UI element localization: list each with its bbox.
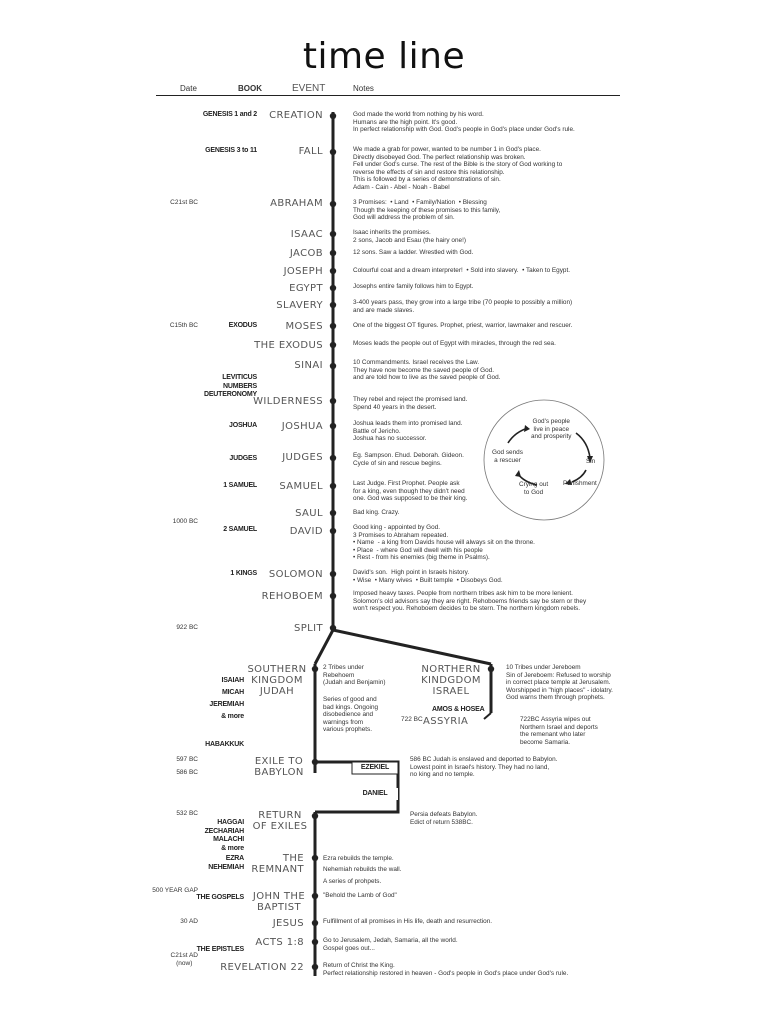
date-assyria: 722 BC	[401, 716, 423, 723]
event-return-exiles: RETURN OF EXILES	[252, 810, 308, 832]
event-southern-kingdom: SOUTHERN KINGDOM JUDAH	[247, 664, 307, 697]
notes-david: Good king - appointed by God. 3 Promises to Abraham repeated. • Name - a king from Davids house will always sit on the throne. • Place - where God will dwell with his people • Rest - from his enemies (big theme in Psalms).	[353, 524, 535, 562]
book-lev-num-deut: LEVITICUS NUMBERS DEUTERONOMY	[203, 374, 257, 398]
notes-abraham: 3 Promises: • Land • Family/Nation • Blessing Though the keeping of these promises to this family, God will address the problem of sin.	[353, 199, 501, 222]
book-the-epistles: THE EPISTLES	[196, 946, 244, 953]
book-1-samuel: 1 SAMUEL	[223, 482, 257, 489]
date-586bc: 586 BC	[176, 769, 198, 776]
event-acts: ACTS 1:8	[255, 937, 304, 948]
book-daniel: DANIEL	[362, 790, 388, 797]
notes-sinai: 10 Commandments. Israel receives the Law. They have now become the saved people of God. and are told how to live as the saved people of God.	[353, 359, 501, 382]
event-assyria: ASSYRIA	[423, 716, 469, 727]
event-samuel: SAMUEL	[279, 481, 323, 492]
date-c21st-ad: C21st AD (now)	[170, 952, 198, 967]
notes-saul: Bad king. Crazy.	[353, 509, 400, 516]
header-event: EVENT	[292, 83, 326, 94]
book-ezra-nehemiah: EZRA NEHEMIAH	[208, 855, 244, 871]
header-notes: Notes	[353, 84, 374, 93]
book-ezekiel: EZEKIEL	[360, 764, 390, 771]
book-joshua: JOSHUA	[229, 422, 257, 429]
date-moses: C15th BC	[169, 322, 198, 329]
notes-revelation: Return of Christ the King. Perfect relationship restored in heaven - God's people in God's place under God's rule.	[323, 962, 569, 977]
cycle-label-punishment: Punishment	[563, 480, 597, 487]
event-fall: FALL	[298, 146, 323, 157]
event-saul: SAUL	[295, 508, 323, 519]
event-revelation: REVELATION 22	[220, 962, 304, 973]
notes-assyria: 722BC Assyria wipes out Northern Israel and deports the remenant who later become Samaria.	[520, 716, 598, 746]
book-1-kings: 1 KINGS	[230, 570, 257, 577]
notes-acts: Go to Jerusalem, Jedah, Samaria, all the world. Gospel goes out...	[323, 937, 458, 952]
notes-exile: 586 BC Judah is enslaved and deported to Babylon. Lowest point in Israel's history. They had no land, no king and no temple.	[410, 756, 558, 779]
event-creation: CREATION	[269, 110, 323, 121]
event-the-remnant: THE REMNANT	[251, 853, 304, 875]
notes-john: "Behold the Lamb of God"	[323, 892, 397, 899]
notes-slavery: 3-400 years pass, they grow into a large tribe (70 people to possibly a million) and are made slaves.	[353, 299, 573, 314]
notes-return: Persia defeats Babylon. Edict of return 538BC.	[410, 811, 478, 826]
notes-samuel: Last Judge. First Prophet. People ask for a king, even though they didn't need one. God was supposed to be their king.	[353, 480, 468, 503]
event-northern-kingdom: NORTHERN KINDGDOM ISRAEL	[421, 664, 481, 697]
header-date: Date	[180, 84, 197, 93]
event-exile-babylon: EXILE TO BABYLON	[254, 756, 304, 778]
notes-rehoboem: Imposed heavy taxes. People from northern tribes ask him to be more lenient. Solomon's old advisors say they are right. Rehoboems friends say be stern or they won't respect you. Rehoboem decides to be stern. The northern kingdom rebels.	[353, 590, 587, 613]
event-split: SPLIT	[293, 623, 323, 634]
book-exodus: EXODUS	[228, 322, 257, 329]
event-sinai: SINAI	[294, 360, 323, 371]
event-john-baptist: JOHN THE BAPTIST	[252, 891, 306, 913]
event-slavery: SLAVERY	[276, 300, 323, 311]
notes-southern-tribes: 2 Tribes under Rebehoem (Judah and Benjamin)	[323, 664, 386, 687]
event-abraham: ABRAHAM	[270, 198, 323, 209]
event-joseph: JOSEPH	[283, 266, 323, 277]
notes-joshua: Joshua leads them into promised land. Battle of Jericho. Joshua has no successor.	[353, 420, 463, 443]
event-isaac: ISAAC	[290, 229, 323, 240]
page-title: time line	[302, 36, 466, 77]
event-egypt: EGYPT	[289, 283, 323, 294]
cycle-label-sin: Sin	[586, 458, 596, 465]
notes-remnant-temple: Ezra rebuilds the temple.	[323, 855, 394, 862]
notes-moses: One of the biggest OT figures. Prophet, priest, warrior, lawmaker and rescuer.	[353, 322, 573, 329]
event-jesus: JESUS	[272, 918, 304, 929]
event-jacob: JACOB	[289, 248, 323, 259]
date-david: 1000 BC	[172, 518, 198, 525]
event-rehoboem: REHOBOEM	[261, 591, 323, 602]
notes-isaac: Isaac inherits the promises. 2 sons, Jacob and Esau (the hairy one!)	[353, 229, 466, 244]
notes-creation: God made the world from nothing by his word. Humans are the high point. It's good. In perfect relationship with God. God's people in God's place under God's rule.	[353, 111, 575, 134]
date-500-year-gap: 500 YEAR GAP	[152, 887, 198, 894]
book-habakkuk: HABAKKUK	[205, 741, 244, 748]
notes-northern: 10 Tribes under Jereboem Sin of Jereboem: Refused to worship in correct place temple at Jerusalem. Worshipped in "high places" - idolatry. God warns them through prophets.	[506, 664, 613, 702]
date-597bc: 597 BC	[176, 756, 198, 763]
header-rule	[156, 95, 620, 96]
notes-judges: Eg. Sampson. Ehud. Deborah. Gideon. Cycle of sin and rescue begins.	[353, 452, 464, 467]
cycle-label-crying-out: Crying out to God	[519, 481, 549, 496]
event-moses: MOSES	[285, 321, 323, 332]
notes-the-exodus: Moses leads the people out of Egypt with miracles, through the red sea.	[353, 340, 556, 347]
notes-southern-kings: Series of good and bad kings. Ongoing disobedience and warnings from various prophets.	[323, 696, 379, 734]
book-judges: JUDGES	[229, 455, 257, 462]
book-prophets-south: ISAIAH MICAH JEREMIAH & more	[209, 677, 244, 720]
notes-solomon: David's son. High point in Israels history. • Wise • Many wives • Built temple • Disobeys God.	[353, 569, 503, 584]
notes-jesus: Fulfillment of all promises in His life, death and resurrection.	[323, 918, 493, 925]
notes-joseph: Colourful coat and a dream interpreter! • Sold into slavery. • Taken to Egypt.	[353, 267, 571, 274]
israel-arrow	[484, 713, 491, 719]
event-wilderness: WILDERNESS	[253, 396, 323, 407]
book-amos-hosea: AMOS & HOSEA	[432, 706, 485, 713]
header-book: BOOK	[238, 84, 262, 93]
event-the-exodus: THE EXODUS	[254, 340, 323, 351]
event-solomon: SOLOMON	[268, 569, 323, 580]
date-30ad: 30 AD	[180, 918, 198, 925]
cycle-label-peace: God's people live in peace and prosperity	[531, 418, 572, 441]
event-joshua: JOSHUA	[281, 421, 323, 432]
event-judges: JUDGES	[282, 452, 323, 463]
notes-remnant-wall: Nehemiah rebuilds the wall.	[323, 866, 402, 873]
notes-fall: We made a grab for power, wanted to be number 1 in God's place. Directly disobeyed God. The perfect relationship was broken. Fell under God's curse. The rest of the Bible is the story of God working to reverse the effects of sin and restore this relationship. This is followed by a series of demonstrations of sin. Adam - Cain - Abel - Noah - Babel	[353, 146, 563, 191]
book-the-gospels: THE GOSPELS	[196, 894, 244, 901]
split-branch-north	[333, 630, 491, 664]
book-2-samuel: 2 SAMUEL	[223, 526, 257, 533]
cycle-label-rescuer: God sends a rescuer	[492, 449, 523, 464]
book-haggai-zech-mal: HAGGAI ZECHARIAH MALACHI & more	[204, 819, 244, 852]
date-split: 922 BC	[176, 624, 198, 631]
notes-wilderness: They rebel and reject the promised land. Spend 40 years in the desert.	[353, 396, 468, 411]
book-genesis-3-11: GENESIS 3 to 11	[205, 147, 257, 154]
event-david: DAVID	[289, 526, 323, 537]
notes-egypt: Josephs entire family follows him to Egypt.	[353, 283, 474, 290]
notes-jacob: 12 sons. Saw a ladder. Wrestled with God.	[353, 249, 474, 256]
book-genesis-1-2: GENESIS 1 and 2	[202, 111, 257, 118]
date-abraham: C21st BC	[170, 199, 198, 206]
split-branch-south	[315, 630, 333, 664]
notes-remnant-prophets: A series of prohpets.	[323, 878, 382, 885]
date-532bc: 532 BC	[176, 810, 198, 817]
